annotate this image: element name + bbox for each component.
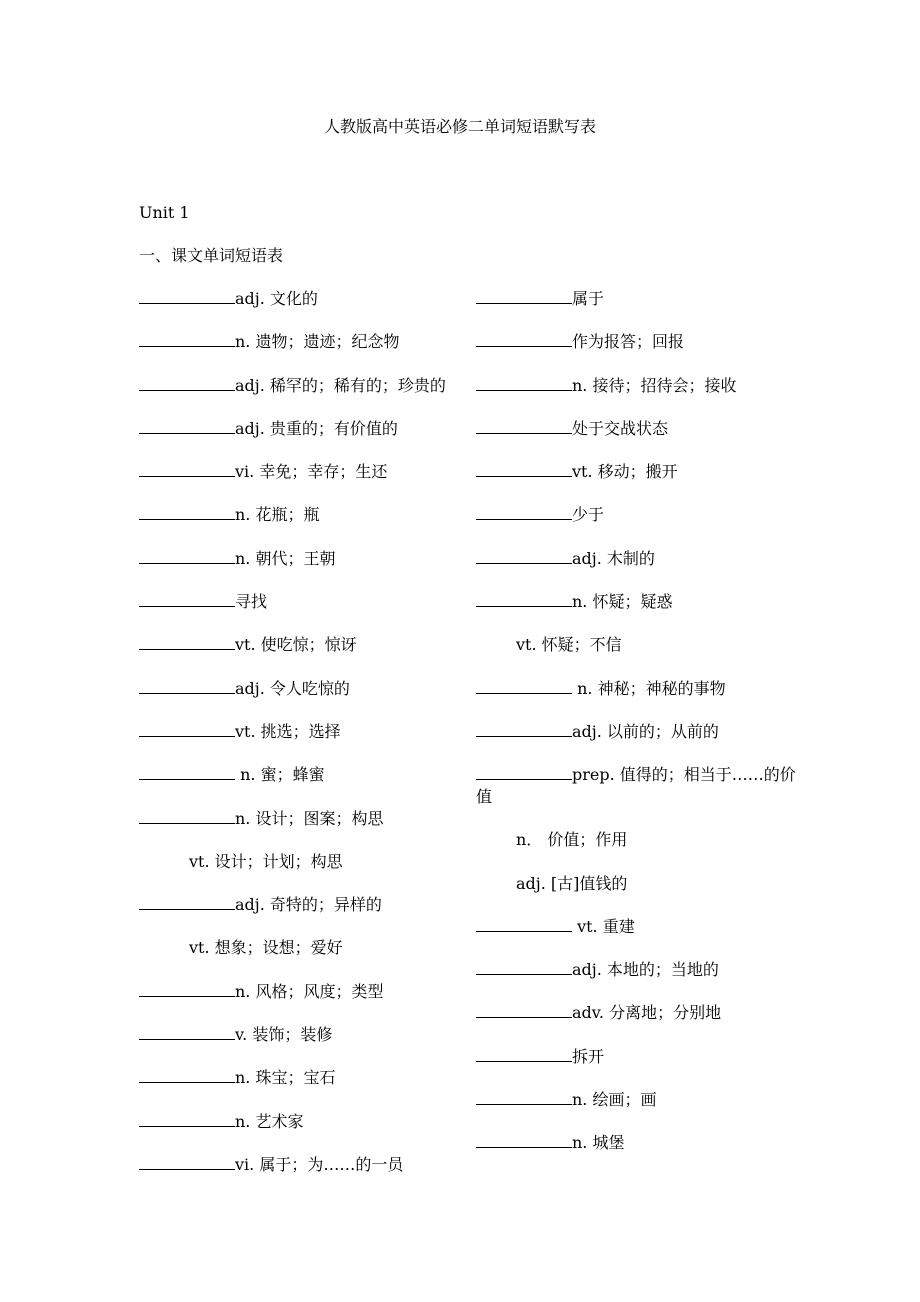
vocab-entry xyxy=(476,916,806,959)
answer-blank[interactable] xyxy=(139,1024,235,1040)
vocab-entry xyxy=(476,959,806,1002)
vocab-entry xyxy=(476,288,806,331)
vocab-definition: n. 绘画；画 xyxy=(572,1090,657,1110)
answer-blank[interactable] xyxy=(139,504,235,520)
answer-blank[interactable] xyxy=(476,504,572,520)
answer-blank[interactable] xyxy=(476,1046,572,1062)
answer-blank[interactable] xyxy=(476,375,572,391)
vocab-entry xyxy=(139,764,459,807)
vocab-entry xyxy=(476,721,806,764)
vocab-entry xyxy=(139,634,459,677)
vocab-entry xyxy=(139,1067,459,1110)
vocab-entry xyxy=(476,829,806,872)
answer-blank[interactable] xyxy=(476,548,572,564)
answer-blank[interactable] xyxy=(139,981,235,997)
vocab-definition: adj. [古]值钱的 xyxy=(516,873,628,893)
vocab-definition: n. 朝代；王朝 xyxy=(235,548,336,568)
vocab-definition: adj. 稀罕的；稀有的；珍贵的 xyxy=(235,375,446,395)
vocab-definition: n. 艺术家 xyxy=(235,1111,304,1131)
unit-heading: Unit 1 xyxy=(139,203,190,222)
vocab-definition: adj. 本地的；当地的 xyxy=(572,960,719,980)
vocab-entry xyxy=(476,634,806,677)
vocab-entry xyxy=(139,981,459,1024)
vocab-entry xyxy=(476,591,806,634)
answer-blank[interactable] xyxy=(139,894,235,910)
answer-blank[interactable] xyxy=(476,764,572,780)
vocab-entry xyxy=(476,873,806,916)
answer-blank[interactable] xyxy=(476,461,572,477)
vocab-definition: vt. 挑选；选择 xyxy=(235,721,341,741)
vocab-definition: 作为报答；回报 xyxy=(572,332,685,352)
vocab-definition: adj. 令人吃惊的 xyxy=(235,678,350,698)
vocab-definition: v. 装饰；装修 xyxy=(235,1025,333,1045)
vocab-entry xyxy=(139,418,459,461)
vocab-definition: 拆开 xyxy=(572,1046,605,1066)
page-title: 人教版高中英语必修二单词短语默写表 xyxy=(323,117,596,136)
vocab-entry xyxy=(139,504,459,547)
vocab-definition: vt. 怀疑；不信 xyxy=(516,635,622,655)
answer-blank[interactable] xyxy=(139,808,235,824)
answer-blank[interactable] xyxy=(476,678,572,694)
answer-blank[interactable] xyxy=(139,678,235,694)
vocab-entry xyxy=(476,1132,806,1175)
vocab-entry xyxy=(476,764,806,829)
vocab-entry xyxy=(139,548,459,591)
vocab-definition: n. 设计；图案；构思 xyxy=(235,808,384,828)
answer-blank[interactable] xyxy=(139,591,235,607)
answer-blank[interactable] xyxy=(476,1089,572,1105)
answer-blank[interactable] xyxy=(476,916,572,932)
vocab-entry xyxy=(139,808,459,851)
vocab-entry xyxy=(476,1089,806,1132)
vocab-entry xyxy=(139,678,459,721)
vocab-definition: n. 珠宝；宝石 xyxy=(235,1068,336,1088)
vocab-entry xyxy=(476,418,806,461)
vocab-definition: n. 风格；风度；类型 xyxy=(235,981,384,1001)
vocab-definition: n. 接待；招待会；接收 xyxy=(572,375,737,395)
vocab-definition: n. 遗物；遗迹；纪念物 xyxy=(235,332,400,352)
vocab-definition: n. 花瓶；瓶 xyxy=(235,505,320,525)
vocab-definition: 属于 xyxy=(572,289,605,308)
vocab-definition: n. 城堡 xyxy=(572,1133,625,1153)
vocab-definition: prep. 值得的；相当于……的价值 xyxy=(476,765,796,807)
vocab-entry xyxy=(139,851,459,894)
answer-blank[interactable] xyxy=(139,634,235,650)
vocab-entry xyxy=(139,1111,459,1154)
vocab-definition: adv. 分离地；分别地 xyxy=(572,1003,722,1023)
vocab-entry xyxy=(476,331,806,374)
answer-blank[interactable] xyxy=(139,764,235,780)
vocab-definition: vt. 移动；搬开 xyxy=(572,462,678,482)
vocab-entry xyxy=(139,591,459,634)
answer-blank[interactable] xyxy=(139,1111,235,1127)
vocab-entry xyxy=(476,678,806,721)
answer-blank[interactable] xyxy=(476,1132,572,1148)
vocab-entry xyxy=(476,1046,806,1089)
answer-blank[interactable] xyxy=(139,721,235,737)
answer-blank[interactable] xyxy=(476,331,572,347)
vocab-entry xyxy=(139,721,459,764)
vocab-entry xyxy=(139,937,459,980)
answer-blank[interactable] xyxy=(139,1067,235,1083)
vocab-entry xyxy=(476,375,806,418)
vocab-entry xyxy=(139,1024,459,1067)
vocab-definition: vi. 属于；为……的一员 xyxy=(235,1154,404,1174)
vocab-entry xyxy=(139,331,459,374)
vocab-column-left xyxy=(139,288,459,1197)
vocab-definition: 寻找 xyxy=(235,592,268,612)
answer-blank[interactable] xyxy=(476,591,572,607)
answer-blank[interactable] xyxy=(476,721,572,737)
vocab-definition: n. 神秘；神秘的事物 xyxy=(572,678,726,698)
answer-blank[interactable] xyxy=(139,548,235,564)
vocab-definition: adj. 以前的；从前的 xyxy=(572,721,719,741)
vocab-definition: n． 价值；作用 xyxy=(516,830,628,850)
vocab-entry xyxy=(139,894,459,937)
vocab-entry xyxy=(476,548,806,591)
vocab-column-right xyxy=(476,288,806,1176)
vocab-entry xyxy=(139,461,459,504)
answer-blank[interactable] xyxy=(476,959,572,975)
vocab-entry xyxy=(139,288,459,331)
vocab-entry xyxy=(476,504,806,547)
answer-blank[interactable] xyxy=(476,288,572,304)
vocab-entry xyxy=(139,1154,459,1197)
answer-blank[interactable] xyxy=(139,375,235,391)
vocab-definition: vt. 想象；设想；爱好 xyxy=(189,938,343,958)
section-heading: 一、课文单词短语表 xyxy=(139,246,284,265)
vocab-definition: n. 怀疑；疑惑 xyxy=(572,592,673,612)
vocab-definition: adj. 奇特的；异样的 xyxy=(235,895,382,915)
vocab-entry xyxy=(139,375,459,418)
answer-blank[interactable] xyxy=(476,1002,572,1018)
answer-blank[interactable] xyxy=(139,288,235,304)
vocab-definition: adj. 木制的 xyxy=(572,548,655,568)
vocab-definition: vi. 幸免；幸存；生还 xyxy=(235,462,388,482)
answer-blank[interactable] xyxy=(139,1154,235,1170)
answer-blank[interactable] xyxy=(139,331,235,347)
vocab-definition: vt. 设计；计划；构思 xyxy=(189,851,343,871)
answer-blank[interactable] xyxy=(139,418,235,434)
vocab-definition: adj. 贵重的；有价值的 xyxy=(235,418,398,438)
vocab-entry xyxy=(476,461,806,504)
vocab-definition: vt. 使吃惊；惊讶 xyxy=(235,635,357,655)
vocab-definition: 少于 xyxy=(572,505,605,525)
answer-blank[interactable] xyxy=(139,461,235,477)
answer-blank[interactable] xyxy=(476,418,572,434)
vocab-definition: 处于交战状态 xyxy=(572,418,669,438)
vocab-definition: vt. 重建 xyxy=(572,916,635,936)
vocab-definition: n. 蜜；蜂蜜 xyxy=(235,765,325,785)
vocab-entry xyxy=(476,1002,806,1045)
vocab-definition: adj. 文化的 xyxy=(235,289,318,308)
